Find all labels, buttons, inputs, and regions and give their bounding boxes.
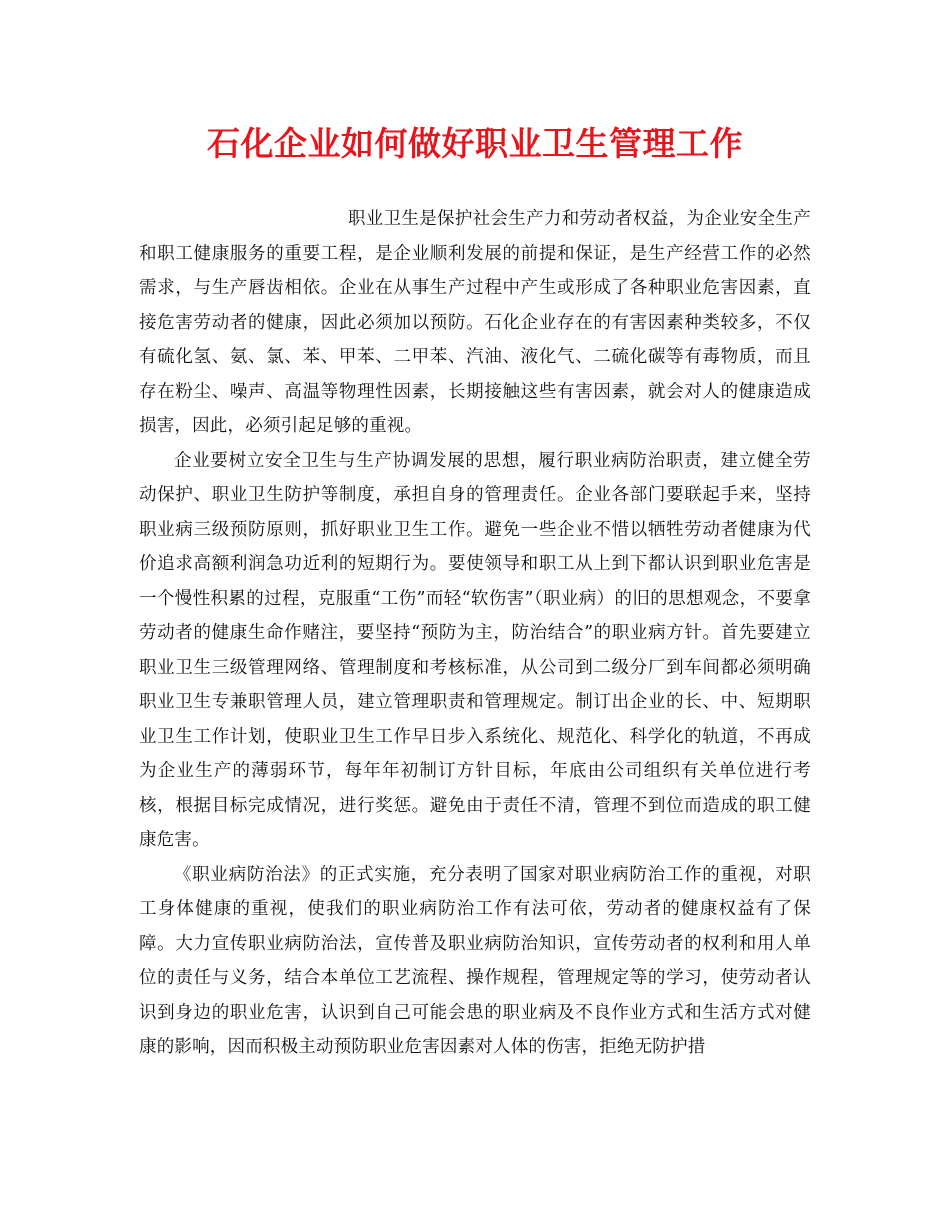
paragraph-management: 企业要树立安全卫生与生产协调发展的思想，履行职业病防治职责，建立健全劳动保护、职业卫生防护等制度，承担自身的管理责任。企业各部门要联起手来，坚持职业病三级预防原则，抓好职业卫生工作。避免一些企业不惜以牺牲劳动者健康为代价追求高额利润急功近利的短期行为。要使领导和职工从上到下都认识到职业危害是一个慢性积累的过程，克服重“工伤”而轻“软伤害”（职业病）的旧的思想观念，不要拿劳动者的健康生命作赌注，要坚持“预防为主，防治结合”的职业病方针。首先要建立职业卫生三级管理网络、管理制度和考核标准，从公司到二级分厂到车间都必须明确职业卫生专兼职管理人员，建立管理职责和管理规定。制订出企业的长、中、短期职业卫生工作计划，使职业卫生工作早日步入系统化、规范化、科学化的轨道，不再成为企业生产的薄弱环节，每年年初制订方针目标，年底由公司组织有关单位进行考核，根据目标完成情况，进行奖惩。避免由于责任不清，管理不到位而造成的职工健康危害。 bbox=[139, 450, 811, 850]
paragraph-law: 《职业病防治法》的正式实施，充分表明了国家对职业病防治工作的重视，对职工身体健康的重视，使我们的职业病防治工作有法可依，劳动者的健康权益有了保障。大力宣传职业病防治法，宣传普及职业病防治知识，宣传劳动者的权利和用人单位的责任与义务，结合本单位工艺流程、操作规程，管理规定等的学习，使劳动者认识到身边的职业危害，认识到自己可能会患的职业病及不良作业方式和生活方式对健康的影响，因而积极主动预防职业危害因素对人体的伤害，拒绝无防护措 bbox=[139, 864, 811, 1057]
document-body bbox=[139, 202, 811, 1065]
paragraph-intro: 职业卫生是保护社会生产力和劳动者权益，为企业安全生产和职工健康服务的重要工程，是企业顺利发展的前提和保证，是生产经营工作的必然需求，与生产唇齿相依。企业在从事生产过程中产生或形成了各种职业危害因素，直接危害劳动者的健康，因此必须加以预防。石化企业存在的有害因素种类较多，不仅有硫化氢、氨、氯、苯、甲苯、二甲苯、汽油、液化气、二硫化碳等有毒物质，而且存在粉尘、噪声、高温等物理性因素，长期接触这些有害因素，就会对人的健康造成损害，因此，必须引起足够的重视。 bbox=[139, 209, 811, 436]
page-title: 石化企业如何做好职业卫生管理工作 bbox=[207, 124, 743, 163]
